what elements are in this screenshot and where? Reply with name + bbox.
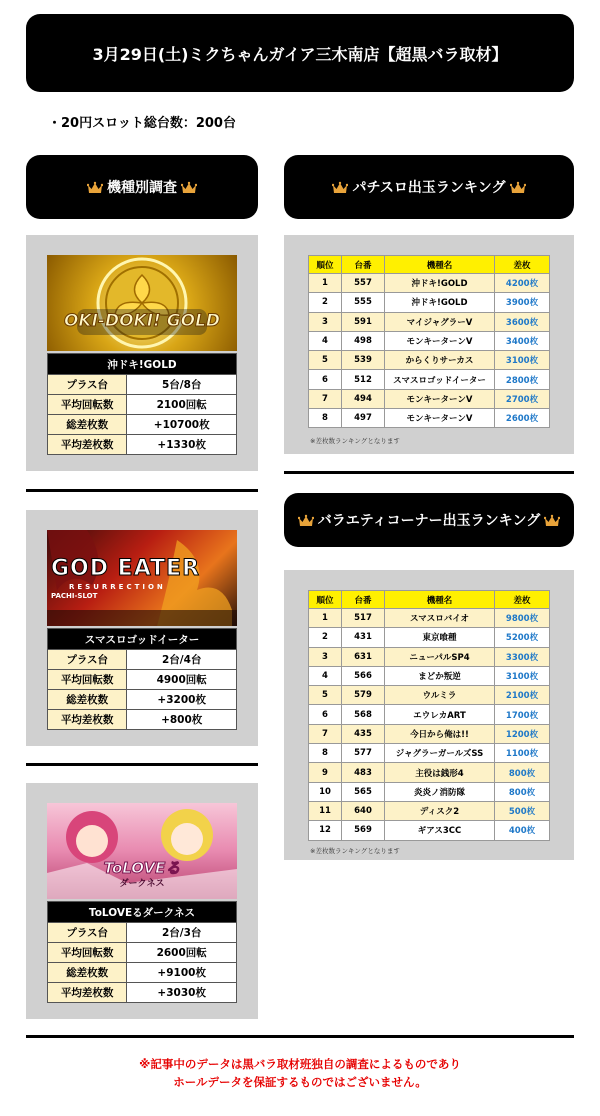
stat-row: 平均差枚数 +1330枚 (48, 435, 237, 455)
machine-name-cell: モンキーターンV (385, 389, 495, 408)
stat-row: 総差枚数 +9100枚 (48, 963, 237, 983)
diff-cell: 3300枚 (495, 647, 550, 666)
machine-number-cell: 435 (342, 724, 385, 743)
ranking-panel (284, 235, 574, 454)
machine-number-cell: 494 (342, 389, 385, 408)
stat-row: 平均回転数 2600回転 (48, 943, 237, 963)
crown-icon (544, 514, 560, 527)
machine-stats-table (47, 628, 237, 730)
table-row (309, 609, 550, 628)
machine-logo-text: ToLOVEる (103, 859, 181, 877)
machine-logo-subtext: ダークネス (119, 879, 165, 889)
machine-number-cell: 568 (342, 705, 385, 724)
ranking-note: ※差枚数ランキングとなります (310, 437, 400, 445)
rank-cell: 3 (309, 312, 342, 331)
machine-name-cell: 炎炎ノ消防隊 (385, 782, 495, 801)
rank-cell: 4 (309, 666, 342, 685)
machine-name-cell: 東京喰種 (385, 628, 495, 647)
diff-cell: 3400枚 (495, 331, 550, 350)
diff-cell: 1700枚 (495, 705, 550, 724)
table-row (309, 705, 550, 724)
ranking-header-label: パチスロ出玉ランキング (352, 180, 506, 196)
diff-cell: 1100枚 (495, 744, 550, 763)
diff-cell: 400枚 (495, 821, 550, 840)
disclaimer-line: ホールデータを保証するものではございません。 (173, 1075, 427, 1089)
machine-number-cell: 565 (342, 782, 385, 801)
machine-number-cell: 512 (342, 370, 385, 389)
machine-number-cell: 557 (342, 274, 385, 293)
stat-row: 平均回転数 2100回転 (48, 395, 237, 415)
stat-row: プラス台 5台/8台 (48, 375, 237, 395)
machine-name-cell: モンキーターンV (385, 331, 495, 350)
crown-icon (181, 181, 197, 194)
machine-stats-table (47, 901, 237, 1003)
rank-cell: 1 (309, 609, 342, 628)
stat-row: 総差枚数 +10700枚 (48, 415, 237, 435)
table-row (309, 331, 550, 350)
machine-name-cell: ウルミラ (385, 686, 495, 705)
rank-cell: 4 (309, 331, 342, 350)
machine-number-cell: 431 (342, 628, 385, 647)
table-row (309, 763, 550, 782)
table-row (309, 801, 550, 820)
rank-cell: 1 (309, 274, 342, 293)
machine-logo-text: OKI-DOKI! GOLD (63, 311, 221, 331)
machine-name-cell: ジャグラーガールズSS (385, 744, 495, 763)
crown-icon (298, 514, 314, 527)
section-divider (284, 471, 574, 474)
disclaimer-line: ※記事中のデータは黒バラ取材班独自の調査によるものであり (139, 1057, 461, 1071)
machine-image (47, 255, 237, 351)
table-row (309, 744, 550, 763)
table-row (309, 628, 550, 647)
variety-header (284, 493, 574, 547)
ranking-table (308, 255, 550, 428)
diff-cell: 2800枚 (495, 370, 550, 389)
machine-number-cell: 498 (342, 331, 385, 350)
machine-name-cell: 沖ドキ!GOLD (385, 293, 495, 312)
machines-header (26, 155, 258, 219)
crown-icon (332, 181, 348, 194)
machine-number-cell: 631 (342, 647, 385, 666)
rank-cell: 3 (309, 647, 342, 666)
rank-cell: 10 (309, 782, 342, 801)
crown-icon (87, 181, 103, 194)
machine-name-cell: 沖ドキ!GOLD (385, 274, 495, 293)
total-slots: ・20円スロット総台数：200台 (48, 116, 236, 131)
rank-cell: 8 (309, 409, 342, 428)
table-row (309, 312, 550, 331)
diff-cell: 9800枚 (495, 609, 550, 628)
machine-name: スマスロゴッドイーター (48, 629, 237, 650)
machine-name-cell: 主役は銭形4 (385, 763, 495, 782)
variety-note: ※差枚数ランキングとなります (310, 847, 400, 855)
diff-cell: 2700枚 (495, 389, 550, 408)
machine-number-cell: 497 (342, 409, 385, 428)
diff-cell: 3600枚 (495, 312, 550, 331)
machine-image (47, 803, 237, 899)
machine-name-cell: ニューパルSP4 (385, 647, 495, 666)
table-row (309, 293, 550, 312)
machine-number-cell: 577 (342, 744, 385, 763)
section-divider (26, 763, 258, 766)
diff-cell: 800枚 (495, 763, 550, 782)
page-title (26, 14, 574, 92)
machine-number-cell: 569 (342, 821, 385, 840)
table-row (309, 686, 550, 705)
rank-cell: 2 (309, 628, 342, 647)
rank-cell: 8 (309, 744, 342, 763)
machine-name-cell: エウレカART (385, 705, 495, 724)
rank-cell: 6 (309, 370, 342, 389)
table-row (309, 666, 550, 685)
machine-logo-tag: PACHI-SLOT (51, 592, 98, 600)
diff-cell: 3100枚 (495, 351, 550, 370)
machine-number-cell: 483 (342, 763, 385, 782)
machine-name-cell: ディスク2 (385, 801, 495, 820)
table-row (309, 409, 550, 428)
diff-cell: 1200枚 (495, 724, 550, 743)
table-row (309, 370, 550, 389)
machine-card (26, 235, 258, 471)
stat-row: 総差枚数 +3200枚 (48, 690, 237, 710)
table-row (309, 724, 550, 743)
diff-cell: 800枚 (495, 782, 550, 801)
machine-logo-subtext: RESURRECTION (69, 583, 166, 591)
machine-name-cell: 今日から俺は!! (385, 724, 495, 743)
table-row (309, 821, 550, 840)
rank-cell: 7 (309, 389, 342, 408)
hibiscus-logo-icon (47, 255, 237, 351)
section-divider (26, 489, 258, 492)
machine-number-cell: 555 (342, 293, 385, 312)
machine-image (47, 530, 237, 626)
crown-icon (510, 181, 526, 194)
diff-cell: 500枚 (495, 801, 550, 820)
stat-row: 平均差枚数 +3030枚 (48, 983, 237, 1003)
machine-logo-text: GOD EATER (51, 556, 201, 581)
variety-header-row: 順位 台番 機種名 差枚 (309, 591, 550, 609)
page-title-text: 3月29日(土)ミクちゃんガイア三木南店【超黒バラ取材】 (92, 44, 508, 64)
diff-cell: 3900枚 (495, 293, 550, 312)
stat-row: 平均差枚数 +800枚 (48, 710, 237, 730)
rank-cell: 2 (309, 293, 342, 312)
machines-header-label: 機種別調査 (107, 180, 177, 196)
ranking-header (284, 155, 574, 219)
rank-cell: 5 (309, 351, 342, 370)
stat-row: 平均回転数 4900回転 (48, 670, 237, 690)
disclaimer (0, 1055, 600, 1091)
variety-table (308, 590, 550, 841)
table-row (309, 389, 550, 408)
variety-header-label: バラエティコーナー出玉ランキング (317, 513, 541, 529)
table-row (309, 351, 550, 370)
machine-name-cell: ギアス3CC (385, 821, 495, 840)
variety-panel (284, 570, 574, 860)
rank-cell: 6 (309, 705, 342, 724)
diff-cell: 2600枚 (495, 409, 550, 428)
machine-name-cell: からくりサーカス (385, 351, 495, 370)
machine-name: 沖ドキ!GOLD (48, 354, 237, 375)
machine-name-cell: マイジャグラーV (385, 312, 495, 331)
machine-name-cell: スマスロゴッドイーター (385, 370, 495, 389)
machine-number-cell: 640 (342, 801, 385, 820)
diff-cell: 2100枚 (495, 686, 550, 705)
ranking-header-row: 順位 台番 機種名 差枚 (309, 256, 550, 274)
machine-name-cell: スマスロバイオ (385, 609, 495, 628)
rank-cell: 7 (309, 724, 342, 743)
machine-number-cell: 517 (342, 609, 385, 628)
table-row (309, 274, 550, 293)
machine-name-cell: まどか叛逆 (385, 666, 495, 685)
table-row (309, 782, 550, 801)
machine-card (26, 783, 258, 1019)
machine-name-cell: モンキーターンV (385, 409, 495, 428)
table-row (309, 647, 550, 666)
machine-number-cell: 566 (342, 666, 385, 685)
rank-cell: 11 (309, 801, 342, 820)
machine-name: ToLOVEるダークネス (48, 902, 237, 923)
rank-cell: 12 (309, 821, 342, 840)
machine-number-cell: 579 (342, 686, 385, 705)
rank-cell: 5 (309, 686, 342, 705)
stat-row: プラス台 2台/3台 (48, 923, 237, 943)
machine-number-cell: 591 (342, 312, 385, 331)
stat-row: プラス台 2台/4台 (48, 650, 237, 670)
diff-cell: 3100枚 (495, 666, 550, 685)
diff-cell: 4200枚 (495, 274, 550, 293)
machine-number-cell: 539 (342, 351, 385, 370)
machine-card (26, 510, 258, 746)
rank-cell: 9 (309, 763, 342, 782)
diff-cell: 5200枚 (495, 628, 550, 647)
section-divider (26, 1035, 574, 1038)
machine-stats-table (47, 353, 237, 455)
